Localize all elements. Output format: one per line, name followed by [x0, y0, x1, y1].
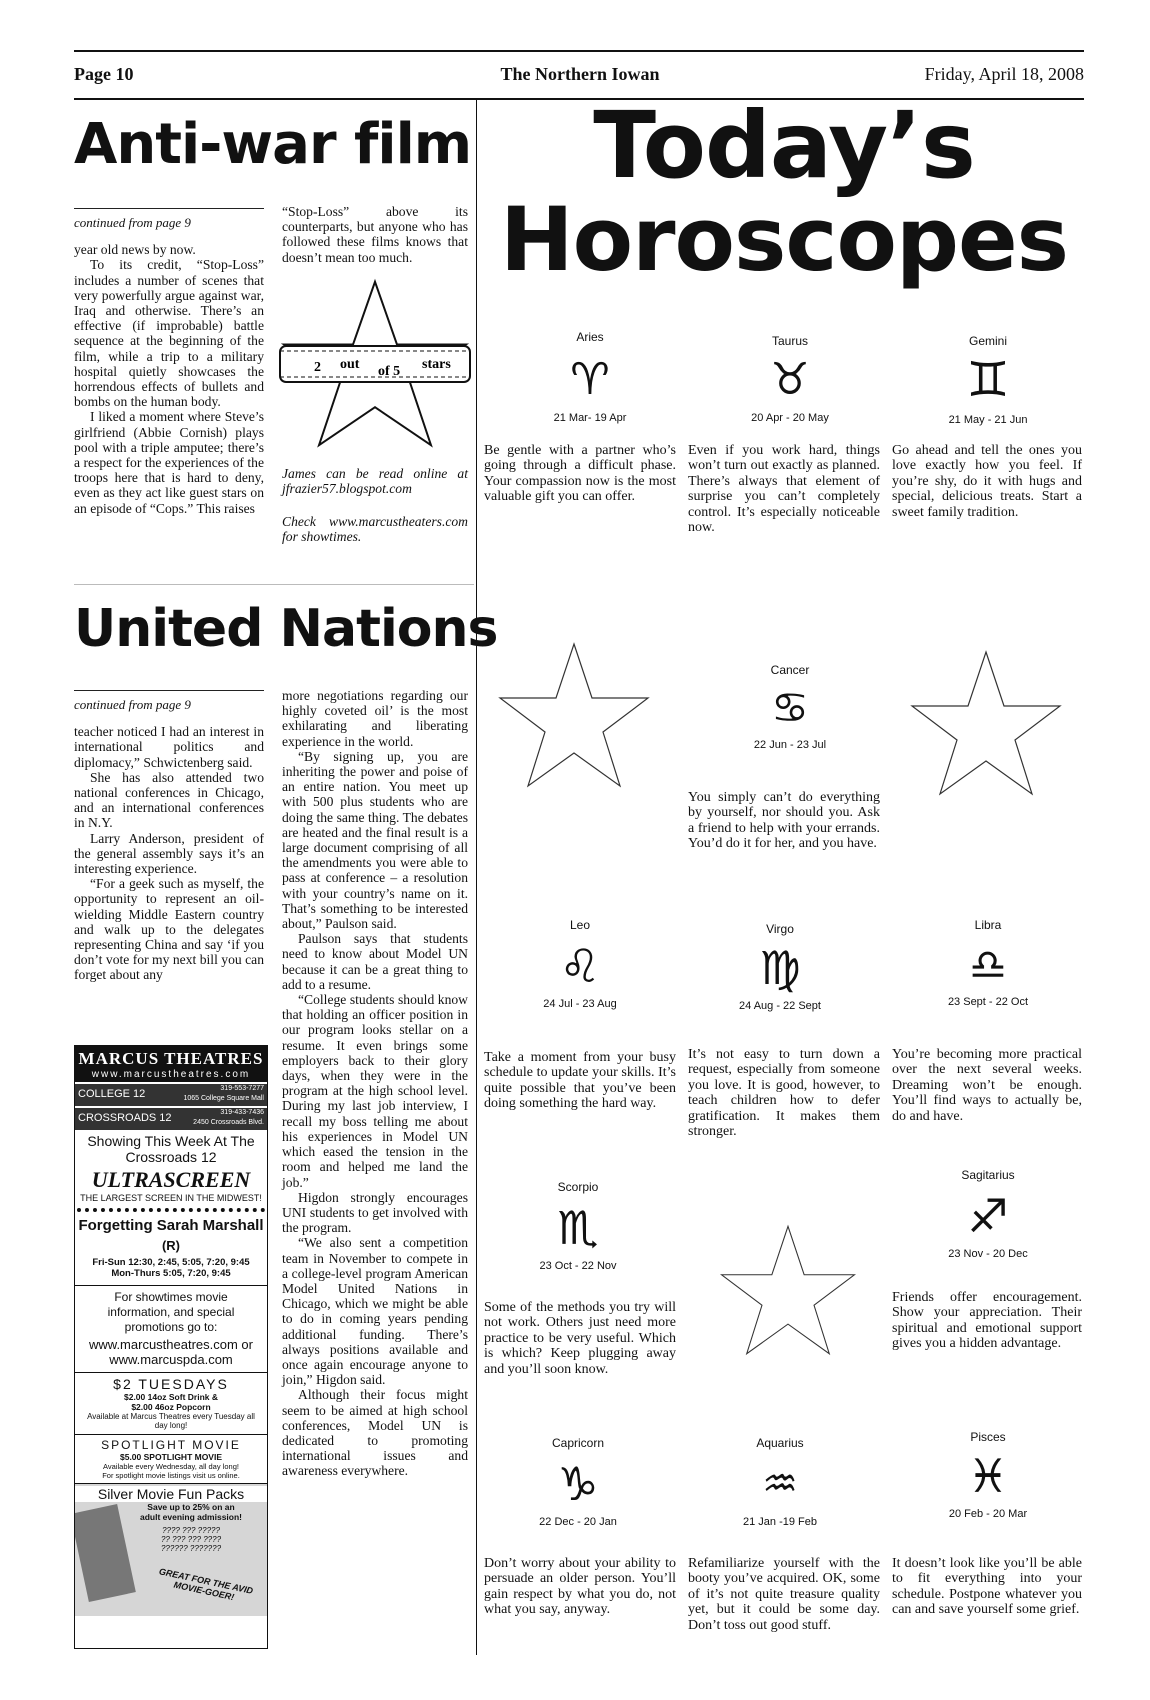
story-divider [74, 584, 474, 585]
sign-libra [888, 918, 1088, 1008]
libra-icon: ♎ [969, 940, 1007, 989]
fun-line-3: ???? ??? ????? [162, 1526, 220, 1535]
ad-times-2: Mon-Thurs 5:05, 7:20, 9:45 [111, 1268, 231, 1279]
sign-name: Sagitarius [961, 1168, 1015, 1182]
sign-name: Cancer [770, 663, 810, 677]
sign-capricorn [478, 1436, 678, 1528]
sign-dates: 23 Sept - 22 Oct [947, 996, 1029, 1008]
antiwar-para: To its credit, “Stop-Loss” includes a number of scenes that very powerfully argue against war, Iraq and otherwise. There’s an effective (if improbable) battle sequence at the beginning of the film, while a trip to a military hospital quietly showcases the horrendous effects of bullets and bombs on the human body. [74, 257, 264, 410]
sagitarius-text: Friends offer encouragement. Show your appreciation. Their spiritual and emotional support gives you a hidden advantage. [892, 1290, 1082, 1352]
antiwar-showtimes: Check www.marcustheaters.com for showtimes. [282, 514, 468, 545]
un-para: Although their focus might seem to be aimed at high school conferences, Model UN is dedicated to promoting international issues and awareness everywhere. [282, 1387, 468, 1479]
sign-pisces [888, 1430, 1088, 1520]
ad-movie-title: Forgetting Sarah Marshall [78, 1217, 264, 1234]
sign-cancer [690, 663, 890, 751]
sign-dates: 24 Jul - 23 Aug [543, 998, 617, 1010]
sign-dates: 21 Mar- 19 Apr [553, 412, 627, 424]
spot-title: SPOTLIGHT MOVIE [101, 1438, 241, 1452]
ad-info-text: For showtimes movie information, and special promotions go to: [107, 1290, 235, 1334]
tues-line-3: Available at Marcus Theatres every Tuesday all day long! [87, 1412, 255, 1430]
sign-name: Libra [974, 918, 1002, 932]
ad-location-2 [75, 1108, 267, 1130]
column-divider [476, 100, 477, 1655]
top-rule [74, 50, 1084, 52]
fun-line-5: ?????? ??????? [160, 1544, 222, 1553]
un-para: She has also attended two national conferences in Chicago, and an international conferences in N.Y. [74, 769, 264, 831]
leo-icon: ♌ [559, 939, 601, 993]
loc2-name: CROSSROADS 12 [78, 1112, 172, 1124]
sign-name: Gemini [968, 334, 1007, 348]
ad-brand: MARCUS THEATRES [78, 1049, 264, 1068]
sign-name: Aries [576, 330, 604, 344]
pisces-icon: ♓ [967, 1449, 1009, 1503]
fun-line-2: adult evening admission! [139, 1512, 243, 1522]
rating-word-4: stars [422, 357, 451, 372]
loc1-name: COLLEGE 12 [78, 1088, 146, 1100]
antiwar-col1 [74, 208, 264, 516]
page-number: Page 10 [74, 64, 134, 84]
loc2-phone: 319-433-7436 [220, 1109, 264, 1116]
marcus-ad [74, 1045, 268, 1649]
loc2-addr: 2450 Crossroads Blvd. [193, 1119, 264, 1126]
un-para: “We also sent a competition team in November to compete in a college-level program American Model United Nations in Chicago, which we might be able to do in coming years pending additional funding. There’s always positions available and once again encourage anyone to join,” Higdon said. [282, 1235, 468, 1388]
virgo-text: It’s not easy to turn down a request, especially from someone you love. It is good, however, to teach children how to defer gratification. It makes them stronger. [688, 1047, 880, 1140]
fun-line-1: Save up to 25% on an [147, 1502, 235, 1512]
spot-line-1: $5.00 SPOTLIGHT MOVIE [119, 1452, 223, 1462]
antiwar-para: year old news by now. [74, 242, 196, 258]
antiwar-byline: James can be read online at jfrazier57.blogspot.com [282, 466, 468, 497]
scorpio-icon: ♏ [557, 1201, 599, 1255]
sign-dates: 21 Jan -19 Feb [743, 1516, 817, 1528]
ad-site-2[interactable]: www.marcuspda.com [109, 1352, 233, 1367]
un-para: “By signing up, you are inheriting the power and poise of an entire nation. You meet up with 500 plus students who are doing the same thing. The debates are heated and the final result is a large document comprising of all the amendments you were able to pass at conference – a resolution with your country’s name on it. That’s something to be interested about,” Paulson said. [282, 748, 468, 932]
sign-taurus [690, 334, 890, 424]
libra-text: You’re becoming more practical over the next several weeks. Dreaming won’t be enough. You’ll find ways to actually be, do and have. [892, 1047, 1082, 1124]
fun-line-4: ?? ??? ??? ???? [160, 1535, 222, 1544]
ad-ultra-tagline: THE LARGEST SCREEN IN THE MIDWEST! [80, 1193, 262, 1203]
sign-sagitarius [888, 1168, 1088, 1260]
loc1-phone: 319-553-7277 [220, 1085, 264, 1092]
sign-aries [490, 330, 690, 424]
loc1-addr: 1065 College Square Mall [183, 1095, 264, 1102]
gemini-text: Go ahead and tell the ones you love exactly how you feel. If you’re shy, do it with hugs and special, delicious treats. Start a sweet family tradition. [892, 443, 1082, 520]
decorative-star-center [718, 1222, 858, 1358]
ad-location-1 [75, 1084, 267, 1106]
spot-line-3: For spotlight movie listings visit us online. [102, 1471, 240, 1480]
antiwar-col2 [282, 204, 468, 265]
sign-dates: 20 Apr - 20 May [751, 412, 829, 424]
taurus-icon: ♉ [770, 354, 810, 405]
sign-scorpio [478, 1180, 678, 1272]
ad-showing: Showing This Week At The Crossroads 12 [87, 1133, 255, 1165]
un-headline: United Nations [74, 599, 498, 659]
un-para: Higdon strongly encourages UNI students to get involved with the program. [282, 1189, 468, 1236]
aries-text: Be gentle with a partner who’s going through a difficult phase. Your compassion now is the most valuable gift you can offer. [484, 443, 676, 505]
sign-dates: 22 Dec - 20 Jan [539, 1516, 617, 1528]
sign-dates: 21 May - 21 Jun [948, 414, 1028, 426]
un-para: “For a geek such as myself, the opportunity to represent an oil-wielding Middle Eastern country and walk up to the delegates representing China and say ‘if you don’t vote for my next bill you can forget about any [74, 876, 264, 983]
antiwar-headline: Anti-war film [74, 112, 472, 177]
sign-name: Pisces [970, 1430, 1006, 1444]
fun-tagline: GREAT FOR THE AVID MOVIE-GOER! [158, 1566, 254, 1603]
sign-name: Capricorn [551, 1436, 605, 1450]
gemini-icon: ♊ [966, 352, 1010, 408]
un-col1 [74, 690, 264, 983]
sign-gemini [888, 334, 1088, 426]
sign-dates: 24 Aug - 22 Sept [739, 1000, 821, 1012]
antiwar-para: “Stop-Loss” above its counterparts, but anyone who has followed these films knows that doesn’t mean too much. [282, 204, 468, 265]
paper-name: The Northern Iowan [500, 64, 660, 84]
sign-name: Leo [569, 918, 591, 932]
sign-dates: 20 Feb - 20 Mar [948, 1508, 1028, 1520]
issue-date: Friday, April 18, 2008 [924, 64, 1084, 84]
ad-tuesdays [75, 1372, 267, 1430]
sign-name: Aquarius [756, 1436, 804, 1450]
ad-movie-rating: (R) [161, 1238, 181, 1253]
rating-word-3: of 5 [378, 364, 401, 379]
ad-url: www.marcustheatres.com [91, 1069, 251, 1080]
un-para: “College students should know that holding an officer position in our program looks stellar on a resume. It even brings some employers back to their glory days, when they were in the program at the high school level. During my last job interview, I recall my boss telling me about his experiences in Model UN which eased the tension in the room and helped me land the job.” [282, 992, 468, 1190]
antiwar-para: I liked a moment where Steve’s girlfriend (Abbie Cornish) plays pool with a triple amputee; there’s a respect for the experiences of the troops here that is hard to deny, even as they act like guest stars on an episode of “Cops.” This raises [74, 409, 264, 516]
aries-icon: ♈ [570, 354, 610, 405]
leo-text: Take a moment from your busy schedule to update your skills. It’s quite possible that you’ve been doing something the hard way. [484, 1050, 676, 1112]
sign-name: Taurus [771, 334, 809, 348]
cancer-text: You simply can’t do everything by yourself, nor should you. Ask a friend to help with your errands. You’d do it for her, and you have. [688, 790, 880, 852]
sign-virgo [680, 922, 880, 1012]
ad-dots [77, 1208, 265, 1212]
un-para: Larry Anderson, president of the general assembly says it’s an interesting experience. [74, 830, 264, 877]
ad-funpacks [75, 1483, 267, 1616]
un-para: more negotiations regarding our highly coveted oil’ is the most exhilarating and liberating experience in the world. [282, 688, 468, 749]
sign-name: Scorpio [557, 1180, 599, 1194]
un-col2 [282, 688, 468, 1479]
rating-word-2: out [340, 357, 360, 372]
virgo-icon: ♍ [759, 941, 801, 995]
sign-leo [480, 918, 680, 1010]
un-para: teacher noticed I had an interest in international politics and diplomacy,” Schwictenberg said. [74, 724, 264, 770]
cancer-icon: ♋ [771, 683, 809, 732]
fun-title: Silver Movie Fun Packs [75, 1486, 267, 1502]
un-continued: continued from page 9 [74, 690, 264, 712]
aquarius-text: Refamiliarize yourself with the booty you’ve acquired. OK, some of it’s not quite treasure quality yet, but it could be some day. Don’t toss out good stuff. [688, 1556, 880, 1633]
tues-line-1: $2.00 14oz Soft Drink & [123, 1392, 218, 1402]
decorative-star-right [908, 648, 1064, 798]
taurus-text: Even if you work hard, things won’t turn out exactly as planned. There’s always that element of surprise you can’t completely control. It’s especially noticeable now. [688, 443, 880, 536]
horoscope-title-1: Today’s [593, 92, 975, 199]
capricorn-text: Don’t worry about your ability to persuade an older person. You’ll gain respect by what you do, not what you say, anyway. [484, 1556, 676, 1618]
ad-ultrascreen: ULTRASCREEN [91, 1167, 251, 1192]
pisces-text: It doesn’t look like you’ll be able to fit everything into your schedule. Postpone whatever you can and save yourself some grief. [892, 1556, 1082, 1618]
horoscope-title-2: Horoscopes [499, 188, 1068, 291]
capricorn-icon: ♑ [557, 1457, 599, 1511]
ad-spotlight [75, 1434, 267, 1480]
sagittarius-icon: ♐ [967, 1189, 1009, 1243]
sign-dates: 22 Jun - 23 Jul [753, 739, 827, 751]
decorative-star-left [496, 640, 652, 790]
sign-dates: 23 Oct - 22 Nov [539, 1260, 617, 1272]
ad-info [75, 1285, 267, 1367]
scorpio-text: Some of the methods you try will not work. Others just need more practice to be very useful. Which is which? Keep plugging away and you’ll soon know. [484, 1300, 676, 1377]
aquarius-icon: ♒ [762, 1461, 798, 1507]
spot-line-2: Available every Wednesday, all day long! [103, 1462, 239, 1471]
sign-aquarius [680, 1436, 880, 1528]
ad-site-1[interactable]: www.marcustheatres.com or [89, 1337, 253, 1352]
antiwar-continued: continued from page 9 [74, 208, 264, 230]
tues-line-2: $2.00 46oz Popcorn [131, 1402, 211, 1412]
rating-graphic [278, 278, 472, 448]
tues-title: $2 TUESDAYS [113, 1376, 229, 1392]
sign-dates: 23 Nov - 20 Dec [948, 1248, 1028, 1260]
sign-name: Virgo [766, 922, 794, 936]
ad-times-1: Fri-Sun 12:30, 2:45, 5:05, 7:20, 9:45 [92, 1257, 250, 1268]
rating-word-1: 2 [314, 360, 321, 375]
un-para: Paulson says that students need to know about Model UN because it can be a great thing to add to a resume. [282, 931, 468, 992]
ad-brand-bar [75, 1046, 267, 1082]
